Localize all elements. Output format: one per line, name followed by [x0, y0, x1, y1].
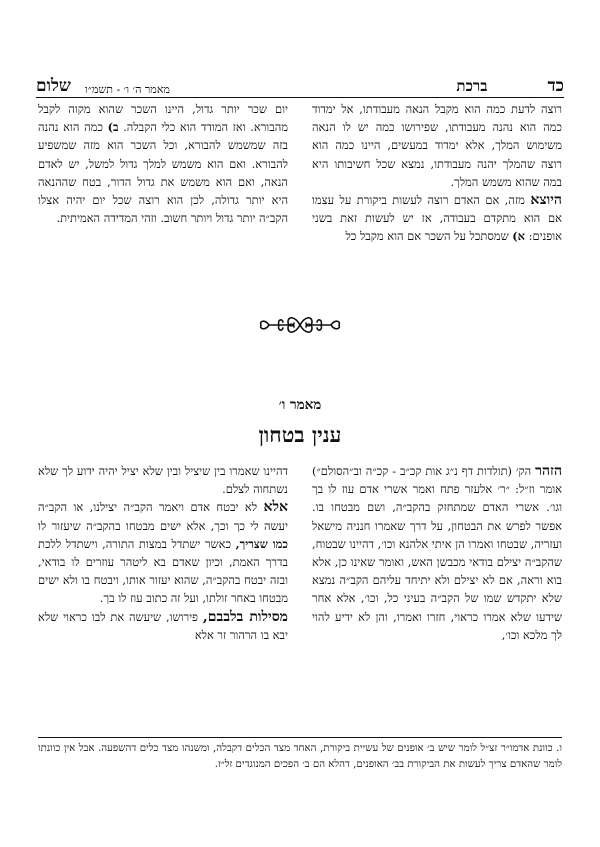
paragraph: אלא לא יבטח אדם ויאמר הקב״ה יצילנו, או הקב״ה יעשה לי כך וכך, אלא ישים מבטחו בהקב״ה שיעזור לו כמו שצריך, כאשר ישתדל במצות התורה, וישתדל ללכת בדרך האמת, וכיון שאדם בא ליטהר עוזרים לו בודאי, ובזה יבטח בהקב״ה, שהוא יעזור אותו, ויבטח בו ולא ישים מבטחו באחר זולתו, ועל זה כתוב עוז לו בך.: [38, 499, 288, 606]
running-header: [36, 70, 564, 96]
lead-word: היוצא: [530, 192, 562, 209]
article-title: ענין בטחון: [258, 422, 342, 447]
scroll-ornament-icon: [255, 310, 345, 340]
emphasis: כמו שצריך,: [235, 536, 288, 551]
top-right-column: [312, 100, 562, 300]
article-label: מאמר ו׳: [278, 397, 322, 413]
header-right-group: [456, 76, 564, 96]
paragraph: יום שכר יותר גדול, היינו השכר שהוא מקוה לקבל מהבורא. ואז המודד הוא כלי הקבלה. ב) כמה הוא נהנה בזה שמשמש להבורא, וכל השכר הוא מזה שמשפיע להבורא. ואם הוא משמש למלך גדול למשל, יש לאדם הנאה, ואם הוא משמש את גדול הדור, בטח שההנאה היא יותר גדולה, לכן הוא רוצה שכל יום יהיה אצלו הקב״ה יותר גדול ויותר חשוב. וזהי המדידה האמיתית.: [38, 102, 288, 226]
paragraph: היוצא מזה, אם האדם רוצה לעשות ביקורת על עצמו אם הוא מתקדם בעבודה, אז יש לעשות זאת בשני אופנים: א) שמסתכל על השכר אם הוא מקבל כל: [312, 192, 562, 244]
bottom-right-column: [312, 462, 562, 700]
paragraph: דהיינו שאמרו בין שיציל ובין שלא יציל יהיה ידוע לך שלא נשתחוה לצלם.: [38, 464, 288, 497]
paragraph: מסילות בלבבם, פירושו, שיעשה את לבו כראוי שלא יבא בו הרהור זר אלא: [38, 608, 288, 642]
bottom-left-column: [38, 462, 288, 700]
footnote: ו. כוונת אדמו״ר זצ״ל לומר שיש ב׳ אופנים של עשיית ביקורת, האחד מצד הכלים דקבלה, ומשנהו מצד כלים דהשפעה. אבל אין כוונתו לומר שהאדם צריך לעשות את הביקורת בב׳ האופנים, דהלא הם ב׳ הפכים המנוגדים זל״ז.: [38, 743, 562, 770]
lead-word: הזהר: [535, 463, 562, 479]
book-title: ברכת: [456, 77, 488, 95]
enum-mark: ב): [107, 120, 119, 135]
lead-word: מסילות בלבבם,: [202, 608, 288, 625]
header-word: שלום: [36, 76, 71, 96]
page-number: כד: [547, 76, 564, 96]
header-rule: [36, 97, 564, 98]
top-left-column: [38, 100, 288, 300]
section-reference: מאמר ה׳ ו׳ - תשמ״ו: [84, 83, 170, 96]
paragraph: הזהר הק׳ (תולדות דף נ״ג אות קכ״ב - קכ״ה וב״הסולם״) אומר וז״ל: ״ר׳ אלעזר פתח ואמר אשרי אדם עוז לו בך וגו׳. אשרי האדם שמתחזק בהקב״ה, ושם מבטחו בו. אפשר לפרש את הבטחון, על דרך שאמרו חנניה מישאל ועזריה, שבטחו ואמרו הן איתי אלהנא וכו׳, דהיינו שבטוח, שהקב״ה יצילם בודאי מכבשן האש, ואומר שאינו כן, אלא בוא וראה, אם לא יצילם ולא יתיחד עליהם הקב״ה נמצא שלא יתקדש שמו של הקב״ה בעיני כל, וכו׳, אלא אחר שידעו שלא אמרו כראוי, חזרו ואמרו, והן לא ידיע להוי לך מלכא וכו׳,: [312, 463, 562, 642]
footnote-rule: [38, 737, 562, 738]
enum-mark: א): [512, 229, 526, 244]
lead-word: אלא: [263, 499, 288, 516]
paragraph: רוצה לדעת כמה הוא מקבל הנאה מעבודתו, אל ימדוד כמה הוא נהנה מעבודתו, שפירושו כמה יש לו הנאה משימוש המלך, אלא ימדוד במעשים, היינו כמה הוא רוצה שהמלך יהנה מעבודתו, נמצא שכל חשיבותו היא במה שהוא משמש המלך.: [312, 102, 562, 189]
header-left-group: [36, 76, 170, 96]
